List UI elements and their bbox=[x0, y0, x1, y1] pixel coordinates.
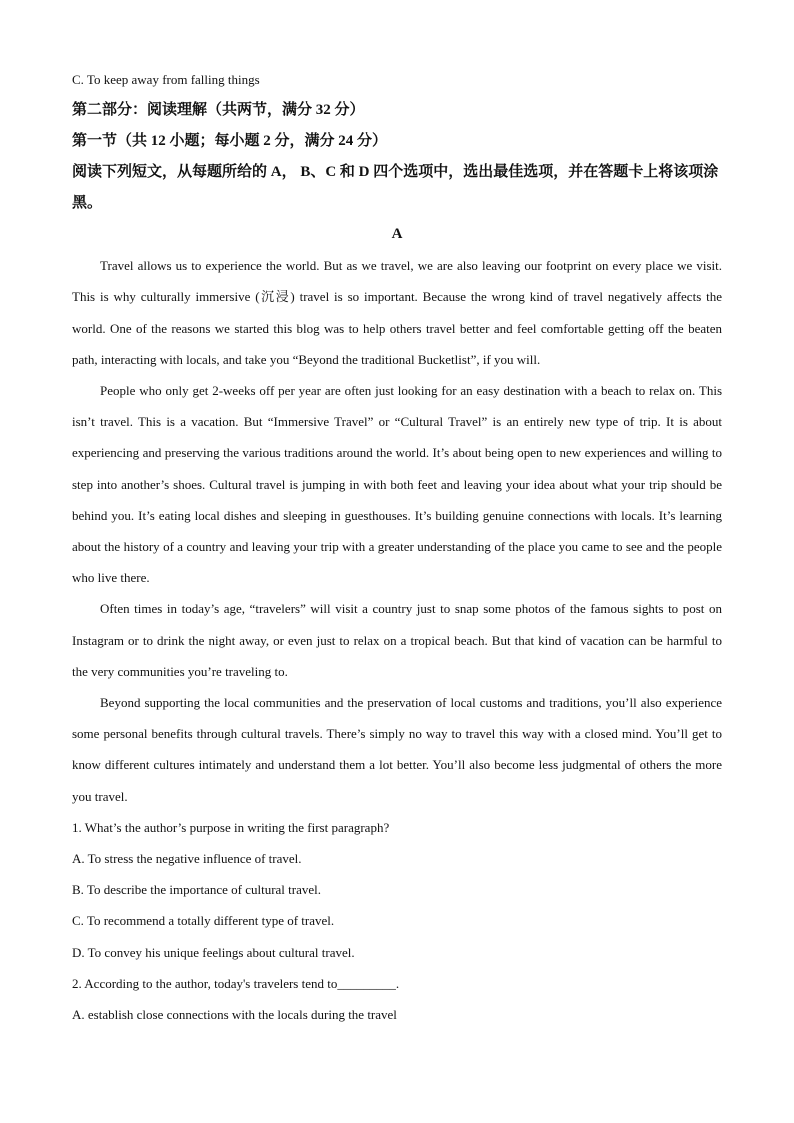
passage-paragraph: Travel allows us to experience the world. But as we travel, we are also leaving our footprint on every place we visit. This is why culturally immersive (沉浸) travel is so important. Because the wrong kind of travel negatively affects the world. One of the reasons we started this blog was to help others travel better and feel comfortable getting off the beaten path, interacting with locals, and take you “Beyond the traditional Bucketlist”, if you will. bbox=[72, 258, 722, 367]
question-2-option-a: A. establish close connections with the locals during the travel bbox=[72, 1007, 397, 1023]
question-1-option-c: C. To recommend a totally different type of travel. bbox=[72, 913, 335, 929]
passage-paragraph: Beyond supporting the local communities and the preservation of local customs and traditions, you’ll also experience some personal benefits through cultural travels. There’s simply no way to travel this way with a closed mind. You’ll get to know different cultures intimately and understand them a lot better. You’ll also become less judgmental of others the more you travel. bbox=[72, 695, 722, 804]
previous-question-option: C. To keep away from falling things bbox=[72, 72, 260, 87]
passage-label: A bbox=[391, 226, 403, 243]
question-1-option-d: D. To convey his unique feelings about cultural travel. bbox=[72, 944, 355, 960]
passage-paragraph: People who only get 2-weeks off per year are often just looking for an easy destination with a beach to relax on. This isn’t travel. This is a vacation. But “Immersive Travel” or “Cultural Travel” is an entirely new type of trip. It is about experiencing and preserving the various traditions around the world. It’s about being open to new experiences and willing to step into another’s shoes. Cultural travel is jumping in with both feet and leaving your idea about what your trip should be behind you. It’s eating local dishes and sleeping in guesthouses. It’s building genuine connections with locals. It’s learning about the history of a country and leaving your trip with a greater understanding of the place you came to see and the people who live there. bbox=[72, 383, 722, 586]
question-1-stem: 1. What’s the author’s purpose in writing the first paragraph? bbox=[72, 819, 390, 835]
question-2-stem: 2. According to the author, today's travelers tend to_________. bbox=[72, 975, 400, 991]
section1-heading: 第一节（共 12 小题；每小题 2 分，满分 24 分） bbox=[72, 133, 388, 150]
passage-paragraph: Often times in today’s age, “travelers” will visit a country just to snap some photos of the famous sights to post on Instagram or to drink the night away, or even just to relax on a tropical beach. But that kind of vacation can be harmful to the very communities you’re traveling to. bbox=[72, 601, 722, 679]
reading-instructions: 阅读下列短文，从每题所给的 A， B、C 和 D 四个选项中，选出最佳选项，并在答题卡上将该项涂黑。 bbox=[72, 164, 719, 212]
document-page bbox=[72, 64, 722, 1030]
question-1-option-a: A. To stress the negative influence of travel. bbox=[72, 851, 302, 867]
part2-heading: 第二部分：阅读理解（共两节，满分 32 分） bbox=[72, 102, 365, 119]
question-1-option-b: B. To describe the importance of cultural travel. bbox=[72, 882, 322, 898]
